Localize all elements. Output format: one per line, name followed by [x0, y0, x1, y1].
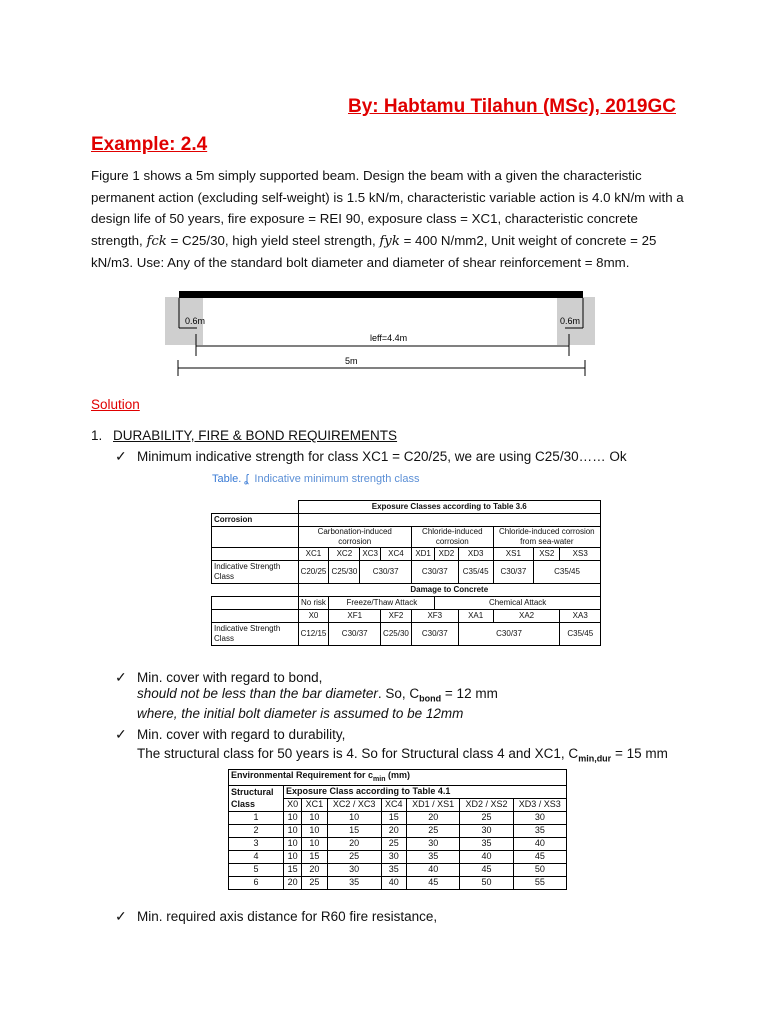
cmin-dur-table: Environmental Requirement for $c_{min}$ (mm) Structural Exposure Class according to Table 4.1 Class X0 XC1 XC2 / XC3 XC4 XD1 / XS1 XD2 / XS2 XD3 / XS3 1 10 10 10 15 20 25 30 2 10 10 15 20 25 30 35 3 10 10 20 25 30 35 40 4 10 15 25 30 35 40 45 5 15 20 30 35 40 45 50 6 20 25 35 40 45 50 55	[228, 769, 567, 890]
check-item-durability: ✓ Min. cover with regard to durability,	[115, 726, 346, 742]
beam	[179, 291, 583, 298]
check-item-fire: ✓ Min. required axis distance for R60 fire resistance,	[115, 908, 438, 924]
right-support-label: 0.6m	[560, 316, 581, 326]
indicative-strength-table: Exposure Classes according to Table 3.6 Corrosion Carbonation-induced corrosion Chloride-induced corrosion Chloride-induced corrosion from sea-water XC1 XC2 XC3 XC4 XD1 XD2 XD3 XS1 XS2 XS3 Indicative Strength Class C20/25 C25/30 C30/37 C30/37 C35/45 C30/37 C35/45 Damage to Concrete No risk Freeze/Thaw Attack Chemical Attack X0 XF1 XF2 XF3 XA1 XA2 XA3 Indicative Strength Class C12/15 C30/37 C25/30 C30/37 C30/37 C35/45	[211, 500, 601, 646]
checkmark-icon: ✓	[115, 726, 127, 742]
left-support-label: 0.6m	[185, 316, 206, 326]
check-item-bond: ✓ Min. cover with regard to bond,	[115, 669, 323, 685]
durability-cover-line: The structural class for 50 years is 4. So for Structural class 4 and XC1, $C_{min,dur} = 15$ mm	[137, 746, 668, 764]
table-row: 4 10 15 25 30 35 40 45	[229, 850, 567, 863]
beam-figure	[165, 290, 605, 380]
section-1-heading: 1. DURABILITY, FIRE & BOND REQUIREMENTS	[91, 428, 398, 443]
checkmark-icon: ✓	[115, 669, 127, 685]
table-row: 1 10 10 10 15 20 25 30	[229, 811, 567, 824]
table-row: 2 10 10 15 20 25 30 35	[229, 824, 567, 837]
table-row: 3 10 10 20 25 30 35 40	[229, 837, 567, 850]
bond-assumption-line: where, the initial bolt diameter is assumed to be 12mm	[137, 706, 464, 721]
solution-heading: Solution	[91, 397, 140, 412]
table1-caption: Table. ʆ Indicative minimum strength class	[212, 473, 420, 485]
bond-cover-line: should not be less than the bar diameter. So, $C_{bond} = 12$ mm	[137, 686, 498, 704]
checkmark-icon: ✓	[115, 448, 127, 464]
problem-statement: Figure 1 shows a 5m simply supported beam. Design the beam with a given the characteristic permanent action (excluding self-weight) is 1.5 kN/m, characteristic variable action is 4.0 kN/m with a design life of 50 years, fire exposure = REI 90, exposure class = XC1, characteristic concrete strength, fck = C25/30, high yield steel strength, fyk = 400 N/mm2, Unit weight of concrete = 25 kN/m3. Use: Any of the standard bolt diameter and diameter of shear reinforcement = 8mm.	[91, 168, 684, 270]
fyk-symbol: fyk	[379, 233, 400, 249]
leff-label: leff=4.4m	[370, 333, 408, 343]
checkmark-icon: ✓	[115, 908, 127, 924]
span-label: 5m	[345, 356, 358, 366]
table-row: 6 20 25 35 40 45 50 55	[229, 876, 567, 889]
author-line: By: Habtamu Tilahun (MSc), 2019GC	[348, 96, 676, 117]
fck-symbol: fck	[146, 233, 167, 249]
table-row: 5 15 20 30 35 40 45 50	[229, 863, 567, 876]
example-heading: Example: 2.4	[91, 134, 208, 155]
check-item-strength: ✓ Minimum indicative strength for class XC1 = C20/25, we are using C25/30…… Ok	[115, 448, 627, 464]
